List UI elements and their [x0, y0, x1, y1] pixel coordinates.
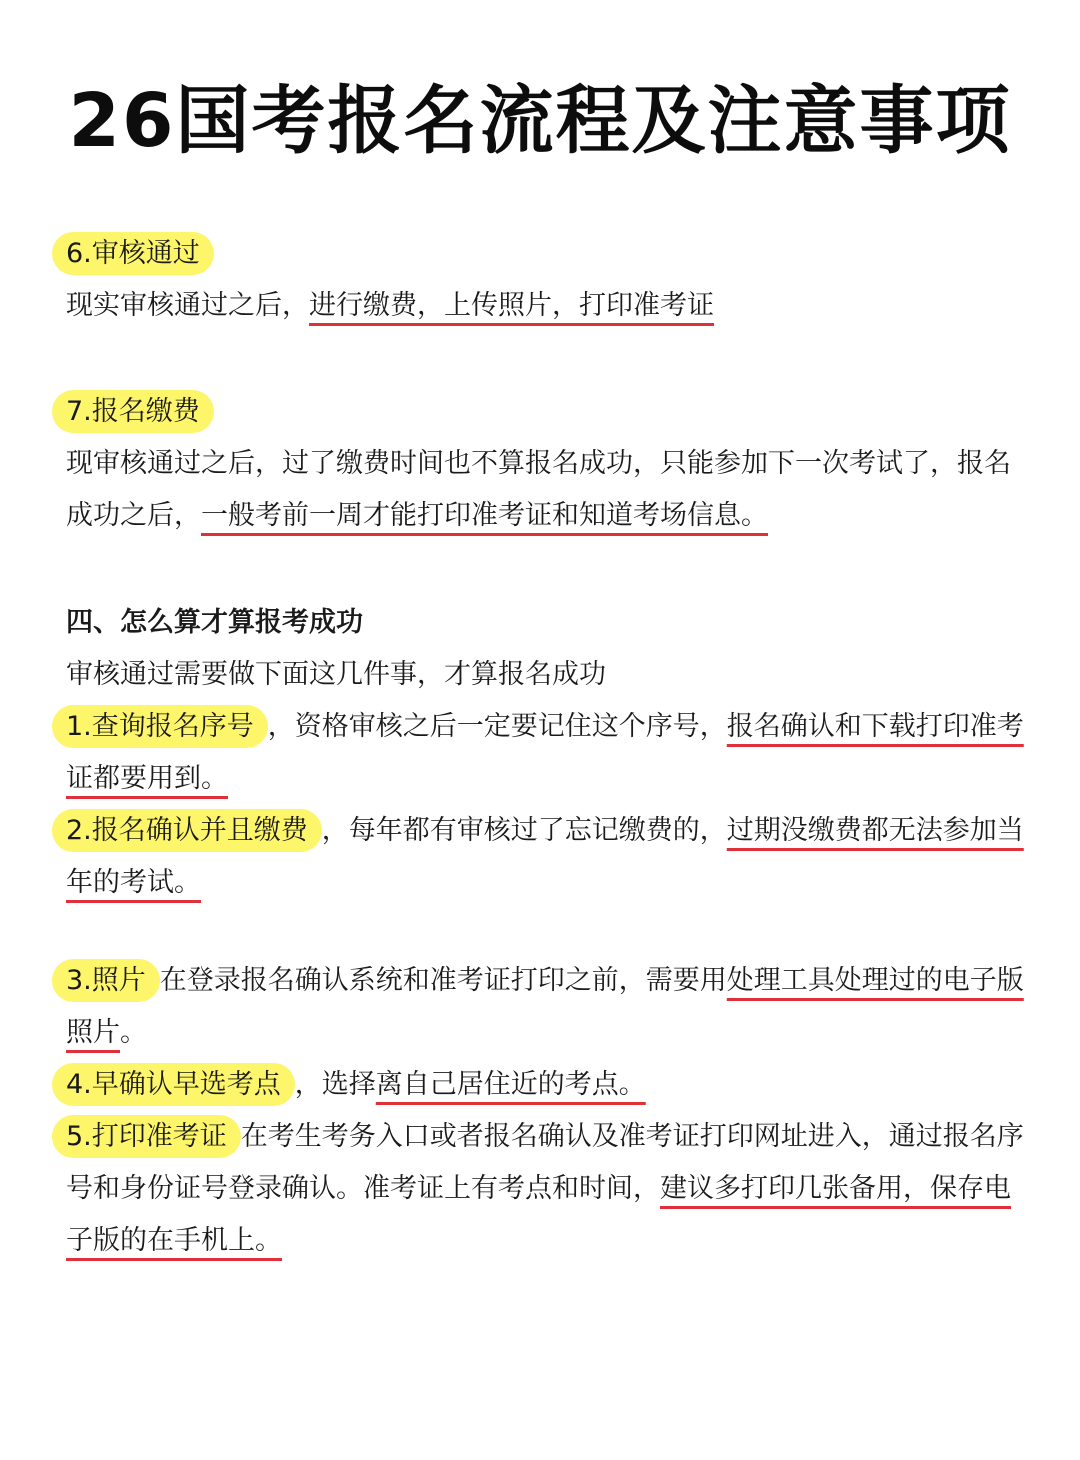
- section-7-label: 7.报名缴费: [52, 390, 214, 433]
- item-4-line-1: [66, 1059, 1016, 1111]
- item-5-label: 5.打印准考证: [52, 1115, 241, 1158]
- section-7: [66, 386, 1016, 542]
- item-3-label: 3.照片: [52, 959, 160, 1002]
- item-2-underline: 过期没缴费都无法参加当: [726, 815, 1024, 846]
- section-7-line-1: 现审核通过之后，过了缴费时间也不算报名成功，只能参加下一次考试了，报名: [66, 448, 1011, 479]
- item-1-label: 1.查询报名序号: [52, 705, 268, 748]
- section-4: [66, 597, 1024, 1267]
- section-6-label: 6.审核通过: [52, 232, 214, 275]
- item-3-line-1: [66, 955, 1024, 1007]
- item-1-underline: 报名确认和下载打印准考: [726, 711, 1024, 742]
- item-5-body: 在考生考务入口或者报名确认及准考证打印网址进入，通过报名序: [240, 1121, 1024, 1152]
- item-4-underline: 离自己居住近的考点。: [375, 1069, 646, 1100]
- item-5-line-1: [66, 1111, 1024, 1163]
- section-7-line-2: [66, 490, 1016, 542]
- item-2-body: ，每年都有审核过了忘记缴费的，: [321, 815, 727, 846]
- item-2-underline-cont: 年的考试。: [66, 867, 201, 898]
- section-6-body: 现实审核通过之后，: [66, 290, 309, 321]
- section-6-underline: 进行缴费，上传照片，打印准考证: [309, 290, 714, 321]
- item-3-underline-cont: 照片: [66, 1017, 120, 1048]
- section-7-body: 成功之后，: [66, 500, 201, 531]
- item-2-label: 2.报名确认并且缴费: [52, 809, 322, 852]
- page-title: 26国考报名流程及注意事项: [68, 78, 1012, 164]
- item-5-underline: 建议多打印几张备用，保存电: [660, 1173, 1011, 1204]
- section-4-intro: 审核通过需要做下面这几件事，才算报名成功: [66, 659, 606, 690]
- section-4-heading: 四、怎么算才算报考成功: [66, 607, 363, 638]
- item-5-underline-cont: 子版的在手机上。: [66, 1225, 282, 1256]
- item-5-line-2: [66, 1163, 1016, 1215]
- item-3-tail: 。: [120, 1017, 147, 1048]
- item-3-underline: 处理工具处理过的电子版: [726, 965, 1024, 996]
- item-1-line-2: [66, 753, 1016, 805]
- item-3-body: 在登录报名确认系统和准考证打印之前，需要用: [159, 965, 727, 996]
- item-1-underline-cont: 证都要用到。: [66, 763, 228, 794]
- item-1-body: ，资格审核之后一定要记住这个序号，: [267, 711, 727, 742]
- section-6-text: [66, 280, 1016, 332]
- item-2-line-2: [66, 857, 1016, 909]
- item-3-line-2: [66, 1007, 1016, 1059]
- item-1-line-1: [66, 701, 1024, 753]
- section-6: [66, 228, 1016, 332]
- item-4-body: ，选择: [294, 1069, 376, 1100]
- item-5-body-cont: 号和身份证号登录确认。准考证上有考点和时间，: [66, 1173, 660, 1204]
- item-2-line-1: [66, 805, 1024, 857]
- item-4-label: 4.早确认早选考点: [52, 1063, 295, 1106]
- item-5-line-3: [66, 1215, 1016, 1267]
- section-7-underline: 一般考前一周才能打印准考证和知道考场信息。: [201, 500, 768, 531]
